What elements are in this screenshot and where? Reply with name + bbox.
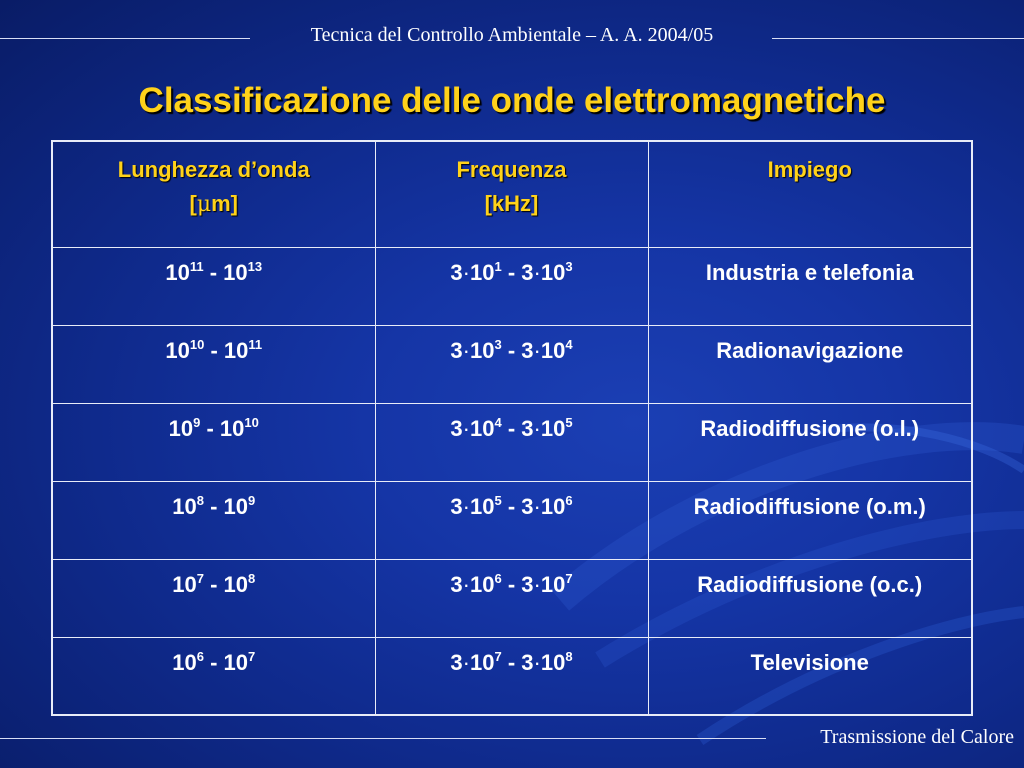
usage-cell: Televisione bbox=[648, 637, 972, 715]
wavelength-max-exponent: 8 bbox=[248, 570, 256, 586]
frequency-min-base: 10 bbox=[470, 649, 495, 675]
wavelength-min-exponent: 8 bbox=[196, 492, 204, 508]
wavelength-max-base: 10 bbox=[223, 649, 249, 675]
frequency-max-multiplier: 3 bbox=[521, 259, 534, 285]
frequency-min-exponent: 4 bbox=[494, 414, 502, 430]
wavelength-max-exponent: 9 bbox=[248, 492, 256, 508]
table-row bbox=[52, 403, 972, 481]
frequency-max-base: 10 bbox=[540, 571, 566, 597]
frequency-min-exponent: 3 bbox=[494, 336, 502, 352]
frequency-min-exponent: 7 bbox=[494, 648, 502, 664]
wavelength-max-exponent: 11 bbox=[248, 336, 263, 352]
frequency-max-exponent: 7 bbox=[565, 570, 573, 586]
wavelength-cell: $10^8 - 10^9$ bbox=[52, 481, 375, 559]
wavelength-max-exponent: 13 bbox=[247, 258, 263, 274]
course-title: Tecnica del Controllo Ambientale – A. A. 2004/05 bbox=[310, 24, 714, 46]
table-row bbox=[52, 637, 972, 715]
table-row bbox=[52, 325, 972, 403]
micro-symbol: μ bbox=[196, 192, 212, 217]
wavelength-min-base: 10 bbox=[165, 337, 190, 363]
usage-cell: Radiodiffusione (o.m.) bbox=[648, 481, 972, 559]
frequency-cell: $3\cdot 10^7 - 3\cdot 10^8$ bbox=[375, 637, 648, 715]
wavelength-cell: $10^6 - 10^7$ bbox=[52, 637, 375, 715]
frequency-max-exponent: 4 bbox=[565, 336, 573, 352]
wavelength-min-base: 10 bbox=[168, 415, 194, 441]
usage-cell: Industria e telefonia bbox=[648, 247, 972, 325]
frequency-min-multiplier: 3 bbox=[450, 649, 463, 675]
frequency-unit: [kHz] bbox=[484, 191, 539, 216]
frequency-min-multiplier: 3 bbox=[450, 415, 463, 441]
frequency-max-exponent: 3 bbox=[565, 258, 573, 274]
frequency-header-label: Frequenza bbox=[456, 157, 567, 182]
frequency-max-base: 10 bbox=[540, 493, 566, 519]
frequency-cell: $3\cdot 10^5 - 3\cdot 10^6$ bbox=[375, 481, 648, 559]
wave-classification-table bbox=[51, 140, 973, 716]
frequency-max-exponent: 8 bbox=[565, 648, 573, 664]
course-header bbox=[0, 22, 1024, 48]
frequency-min-base: 10 bbox=[470, 337, 495, 363]
frequency-max-base: 10 bbox=[540, 337, 566, 363]
wavelength-min-exponent: 6 bbox=[196, 648, 204, 664]
wavelength-min-exponent: 10 bbox=[189, 336, 205, 352]
wavelength-cell: $10^{10} - 10^{11}$ bbox=[52, 325, 375, 403]
column-header-usage: Impiego bbox=[648, 141, 972, 247]
wavelength-max-exponent: 7 bbox=[248, 648, 256, 664]
frequency-min-multiplier: 3 bbox=[450, 337, 463, 363]
frequency-max-base: 10 bbox=[540, 259, 566, 285]
wavelength-min-base: 10 bbox=[172, 649, 197, 675]
wavelength-max-base: 10 bbox=[219, 415, 245, 441]
wavelength-max-base: 10 bbox=[223, 259, 248, 285]
frequency-cell: $3\cdot 10^6 - 3\cdot 10^7$ bbox=[375, 559, 648, 637]
wavelength-cell: $10^7 - 10^8$ bbox=[52, 559, 375, 637]
wavelength-min-exponent: 9 bbox=[193, 414, 201, 430]
table-header-row bbox=[52, 141, 972, 247]
frequency-min-base: 10 bbox=[470, 493, 495, 519]
frequency-max-multiplier: 3 bbox=[521, 415, 534, 441]
wavelength-cell: $10^9 - 10^{10}$ bbox=[52, 403, 375, 481]
frequency-max-exponent: 5 bbox=[565, 414, 573, 430]
frequency-min-exponent: 1 bbox=[494, 258, 502, 274]
frequency-max-base: 10 bbox=[540, 415, 566, 441]
frequency-min-base: 10 bbox=[470, 571, 495, 597]
wavelength-min-exponent: 11 bbox=[189, 258, 204, 274]
wavelength-header-label: Lunghezza d’onda bbox=[117, 157, 310, 182]
table-row bbox=[52, 559, 972, 637]
wavelength-max-base: 10 bbox=[223, 493, 249, 519]
column-header-wavelength bbox=[52, 141, 375, 247]
frequency-max-multiplier: 3 bbox=[521, 493, 534, 519]
frequency-min-multiplier: 3 bbox=[450, 493, 463, 519]
frequency-max-multiplier: 3 bbox=[521, 571, 534, 597]
column-header-frequency bbox=[375, 141, 648, 247]
wavelength-min-base: 10 bbox=[172, 493, 197, 519]
frequency-min-exponent: 6 bbox=[494, 570, 502, 586]
wavelength-max-base: 10 bbox=[223, 337, 249, 363]
frequency-cell: $3\cdot 10^4 - 3\cdot 10^5$ bbox=[375, 403, 648, 481]
wavelength-min-base: 10 bbox=[165, 259, 190, 285]
usage-cell: Radiodiffusione (o.c.) bbox=[648, 559, 972, 637]
frequency-max-base: 10 bbox=[540, 649, 566, 675]
wavelength-unit-close: m] bbox=[211, 191, 239, 216]
frequency-min-base: 10 bbox=[470, 259, 495, 285]
frequency-max-multiplier: 3 bbox=[521, 337, 534, 363]
wavelength-cell: $10^{11} - 10^{13}$ bbox=[52, 247, 375, 325]
slide-title: Classificazione delle onde elettromagnetiche bbox=[138, 81, 886, 120]
frequency-min-multiplier: 3 bbox=[450, 571, 463, 597]
frequency-min-base: 10 bbox=[470, 415, 495, 441]
table-row bbox=[52, 481, 972, 559]
frequency-min-multiplier: 3 bbox=[450, 259, 463, 285]
footer-subject: Trasmissione del Calore bbox=[820, 726, 1014, 748]
wavelength-unit-open: [ bbox=[189, 191, 197, 216]
frequency-cell: $3\cdot 10^3 - 3\cdot 10^4$ bbox=[375, 325, 648, 403]
frequency-cell: $3\cdot 10^1 - 3\cdot 10^3$ bbox=[375, 247, 648, 325]
wavelength-max-exponent: 10 bbox=[244, 414, 259, 430]
wavelength-min-exponent: 7 bbox=[196, 570, 204, 586]
table-row bbox=[52, 247, 972, 325]
usage-cell: Radionavigazione bbox=[648, 325, 972, 403]
wavelength-max-base: 10 bbox=[223, 571, 249, 597]
frequency-max-exponent: 6 bbox=[565, 492, 573, 508]
wavelength-min-base: 10 bbox=[172, 571, 197, 597]
frequency-max-multiplier: 3 bbox=[521, 649, 534, 675]
usage-cell: Radiodiffusione (o.l.) bbox=[648, 403, 972, 481]
frequency-min-exponent: 5 bbox=[494, 492, 502, 508]
